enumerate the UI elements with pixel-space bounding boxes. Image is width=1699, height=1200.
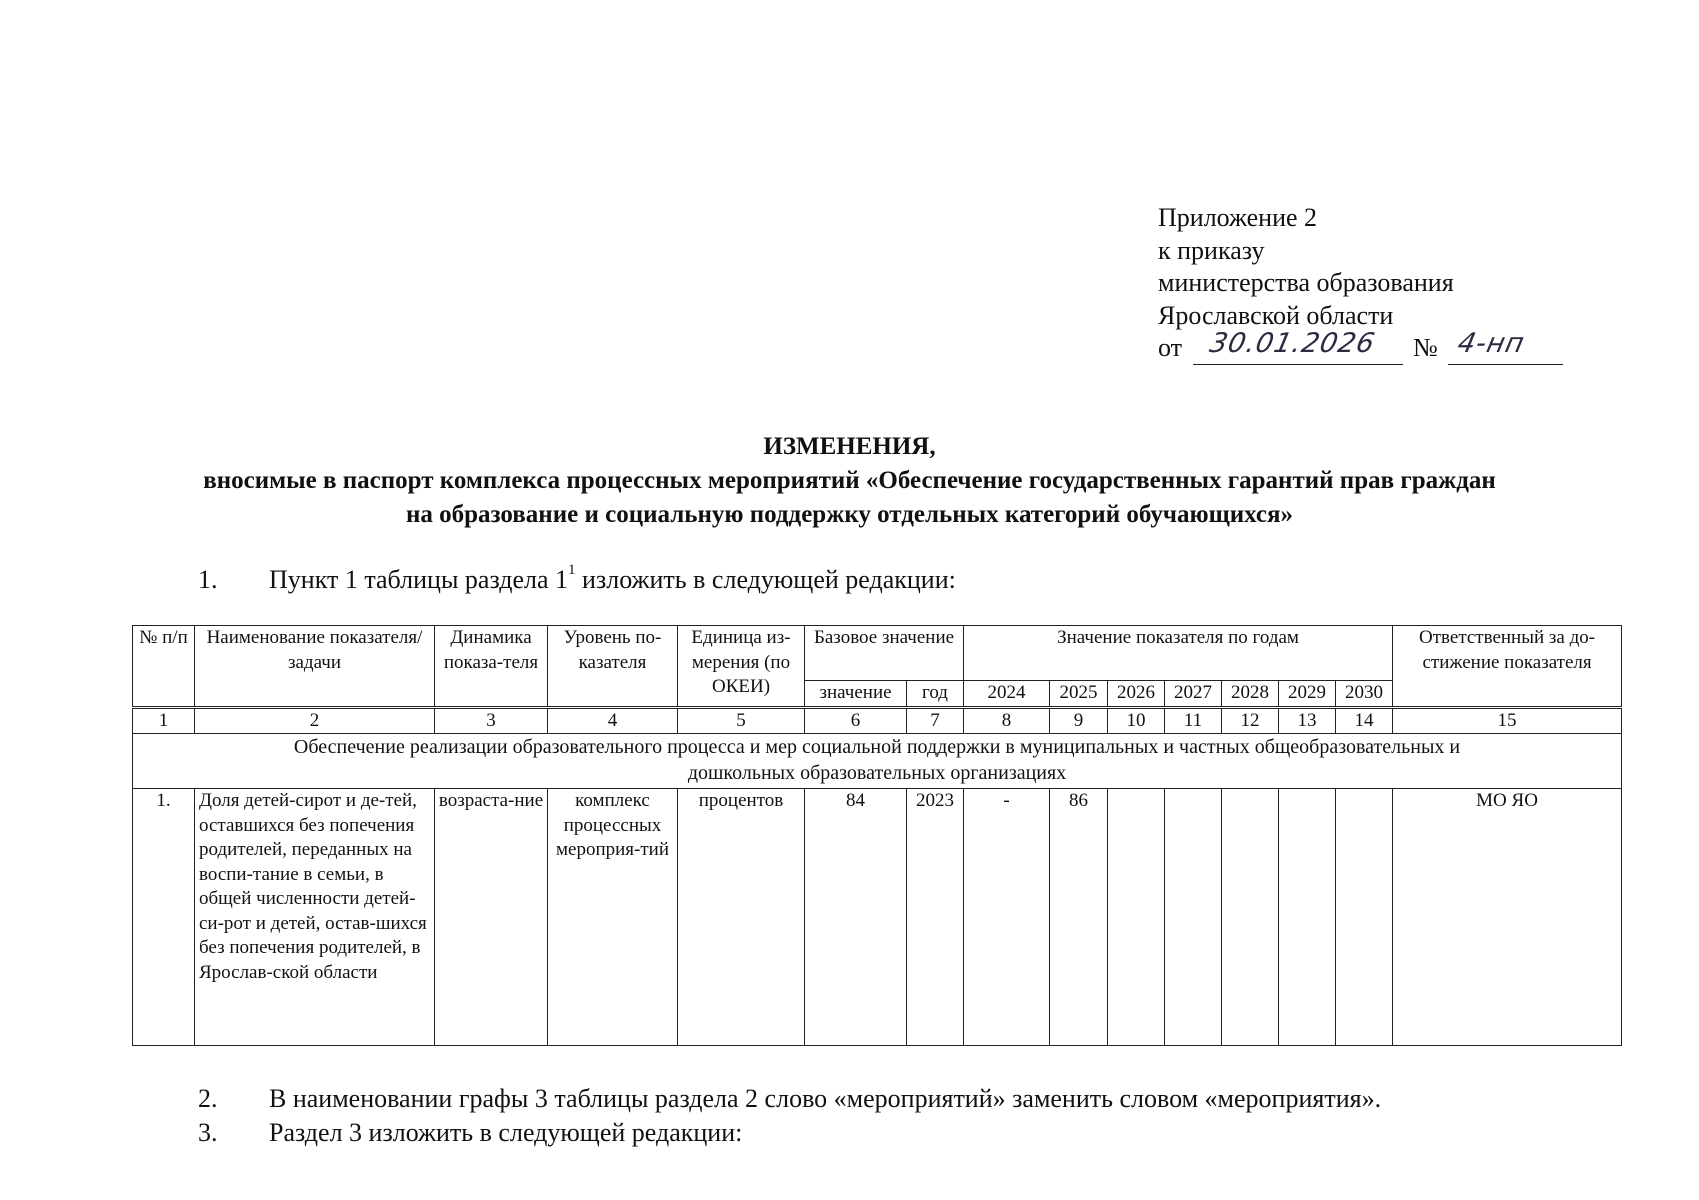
cell-2028 [1222, 789, 1279, 1046]
table-header-row [133, 626, 1622, 681]
handwritten-number: 4-нп [1454, 328, 1528, 359]
column-number: 9 [1050, 707, 1108, 734]
superscript: 1 [568, 562, 576, 578]
cell-dynamics: возраста-ние [435, 789, 548, 1046]
column-number: 3 [435, 707, 548, 734]
column-number: 14 [1336, 707, 1393, 734]
cell-name: Доля детей-сирот и де-тей, оставшихся без попечения родителей, переданных на воспи-тание в семьи, в общей численности детей-си-рот и детей, остав-шихся без попечения родителей, в Ярослав-ской области [195, 789, 435, 1046]
header-name: Наименование показателя/задачи [195, 626, 435, 708]
column-number: 10 [1108, 707, 1165, 734]
order-date-number-line [1158, 328, 1528, 366]
appendix-line-2: к приказу [1158, 235, 1265, 265]
header-responsible: Ответственный за до-стижение показателя [1393, 626, 1622, 708]
cell-num: 1. [133, 789, 195, 1046]
appendix-block [1158, 202, 1528, 366]
column-number: 2 [195, 707, 435, 734]
cell-level: комплекс процессных мероприя-тий [548, 789, 678, 1046]
list-item-text-part: изложить в следующей редакции: [575, 565, 956, 594]
header-year-2024: 2024 [964, 681, 1050, 708]
appendix-line-4: Ярославской области [1158, 300, 1394, 330]
header-year-2026: 2026 [1108, 681, 1165, 708]
column-number: 13 [1279, 707, 1336, 734]
indicators-table [132, 625, 1622, 1046]
header-base: Базовое значение [805, 626, 964, 681]
header-dynamics: Динамика показа-теля [435, 626, 548, 708]
column-numbers-row [133, 707, 1622, 734]
list-item-number: 3. [198, 1118, 218, 1147]
header-year-2029: 2029 [1279, 681, 1336, 708]
header-values-by-year: Значение показателя по годам [964, 626, 1393, 681]
cell-2024: - [964, 789, 1050, 1046]
header-num: № п/п [133, 626, 195, 708]
header-base-value: значение [805, 681, 907, 708]
document-heading: ИЗМЕНЕНИЯ, [763, 433, 936, 460]
cell-responsible: МО ЯО [1393, 789, 1622, 1046]
header-year-2025: 2025 [1050, 681, 1108, 708]
cell-2027 [1165, 789, 1222, 1046]
cell-2026 [1108, 789, 1165, 1046]
column-number: 12 [1222, 707, 1279, 734]
header-base-year: год [907, 681, 964, 708]
document-subtitle-line-2: на образование и социальную поддержку отдельных категорий обучающихся» [405, 501, 1294, 528]
document-subtitle-line-1: вносимые в паспорт комплекса процессных мероприятий «Обеспечение государственных гарантий прав граждан [203, 467, 1496, 494]
column-number: 8 [964, 707, 1050, 734]
cell-2029 [1279, 789, 1336, 1046]
column-number: 11 [1165, 707, 1222, 734]
column-number: 7 [907, 707, 964, 734]
list-item-text-part: Пункт 1 таблицы раздела 1 [269, 565, 569, 594]
cell-base-year: 2023 [907, 789, 964, 1046]
section-title: Обеспечение реализации образовательного процесса и мер социальной поддержки в муниципальных и частных общеобразовательных и дошкольных образовательных организациях [133, 734, 1622, 789]
column-number: 6 [805, 707, 907, 734]
header-year-2030: 2030 [1336, 681, 1393, 708]
list-item-number: 1. [198, 565, 218, 594]
appendix-line-1: Приложение 2 [1158, 203, 1318, 232]
cell-unit: процентов [678, 789, 805, 1046]
appendix-line-3: министерства образования [1158, 268, 1454, 297]
cell-2025: 86 [1050, 789, 1108, 1046]
header-year-2027: 2027 [1165, 681, 1222, 708]
table-row [133, 789, 1622, 1046]
column-number: 4 [548, 707, 678, 734]
handwritten-date: 30.01.2026 [1206, 328, 1379, 359]
list-item-text [269, 562, 956, 595]
cell-base-value: 84 [805, 789, 907, 1046]
column-number: 5 [678, 707, 805, 734]
cell-2030 [1336, 789, 1393, 1046]
from-label: от [1158, 333, 1183, 362]
list-item-number: 2. [198, 1084, 218, 1113]
column-number: 1 [133, 707, 195, 734]
list-item-text: Раздел 3 изложить в следующей редакции: [269, 1118, 743, 1147]
section-title-row [133, 734, 1622, 789]
column-number: 15 [1393, 707, 1622, 734]
list-item-text: В наименовании графы 3 таблицы раздела 2 слово «мероприятий» заменить словом «мероприятия». [269, 1084, 1382, 1113]
header-unit: Единица из-мерения (по ОКЕИ) [678, 626, 805, 708]
header-level: Уровень по-казателя [548, 626, 678, 708]
number-label: № [1413, 333, 1438, 362]
header-year-2028: 2028 [1222, 681, 1279, 708]
